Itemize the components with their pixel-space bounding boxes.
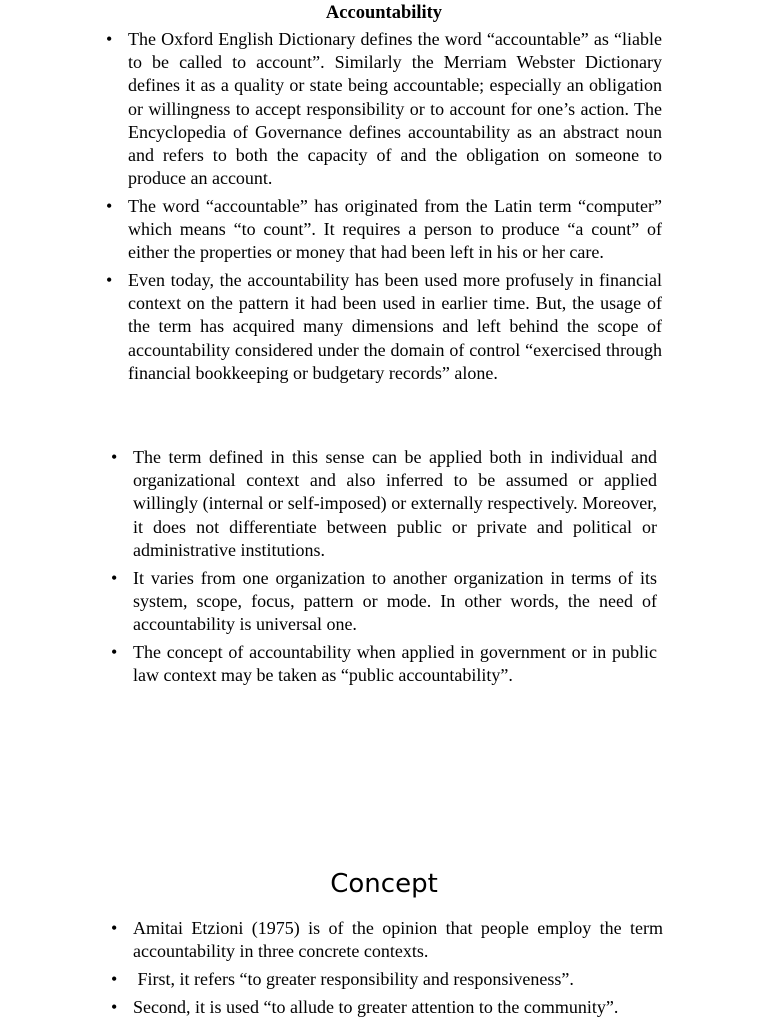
bullet-icon: •	[111, 447, 118, 467]
list-item	[111, 567, 657, 637]
list-item-text: The Oxford English Dictionary defines the word “accountable” as “liable to be called to account”. Similarly the Merriam Webster Dictionary defines it as a quality or state being accountable; especially an obligation or willingness to accept responsibility or to account for one’s action. The Encyclopedia of Governance defines accountability as an abstract noun and refers to both the capacity of and the obligation on someone to produce an account.	[128, 29, 662, 189]
bullet-icon: •	[111, 918, 118, 938]
bullet-icon: •	[106, 270, 113, 291]
list-item	[111, 446, 657, 562]
bullet-list-concept	[111, 917, 663, 1023]
page-title: Accountability	[325, 3, 443, 23]
list-item-text: It varies from one organization to another organization in terms of its system, scope, focus, pattern or mode. In other words, the need of accountability is universal one.	[133, 567, 657, 634]
list-item-text: The term defined in this sense can be applied both in individual and organizational context and also inferred to be assumed or applied willingly (internal or self-imposed) or externally respectively. Moreover, it does not differentiate between public or private and political or administrative institutions.	[133, 447, 657, 560]
bullet-icon: •	[111, 996, 118, 1017]
bullet-list-scope	[111, 446, 657, 692]
list-item-text: The word “accountable” has originated from the Latin term “computer” which means “to count”. It requires a person to produce “a count” of either the properties or money that had been left in his or her care.	[128, 195, 662, 263]
list-item-text: Even today, the accountability has been used more profusely in financial context on the pattern it had been used in earlier time. But, the usage of the term has acquired many dimensions and left behind the scope of accountability considered under the domain of control “exercised through financial bookkeeping or budgetary records” alone.	[128, 270, 662, 383]
bullet-icon: •	[111, 968, 118, 989]
list-item-text: The concept of accountability when applied in government or in public law context may be taken as “public accountability”.	[133, 641, 657, 685]
list-item	[106, 195, 662, 265]
list-item-text: Second, it is used “to allude to greater attention to the community”.	[133, 996, 619, 1017]
list-item	[111, 996, 663, 1019]
bullet-icon: •	[111, 567, 118, 588]
bullet-icon: •	[111, 641, 118, 662]
list-item	[111, 968, 663, 991]
list-item	[111, 917, 663, 963]
list-item	[106, 28, 662, 190]
list-item-text: First, it refers “to greater responsibility and responsiveness”.	[137, 968, 574, 989]
list-item	[111, 641, 657, 687]
list-item	[106, 269, 662, 385]
bullet-icon: •	[106, 29, 113, 49]
bullet-icon: •	[106, 195, 113, 216]
list-item-text: Amitai Etzioni (1975) is of the opinion that people employ the term accountability in three concrete contexts.	[133, 918, 663, 962]
bullet-list-definitions	[106, 28, 662, 390]
section-heading-concept: Concept	[330, 869, 438, 899]
